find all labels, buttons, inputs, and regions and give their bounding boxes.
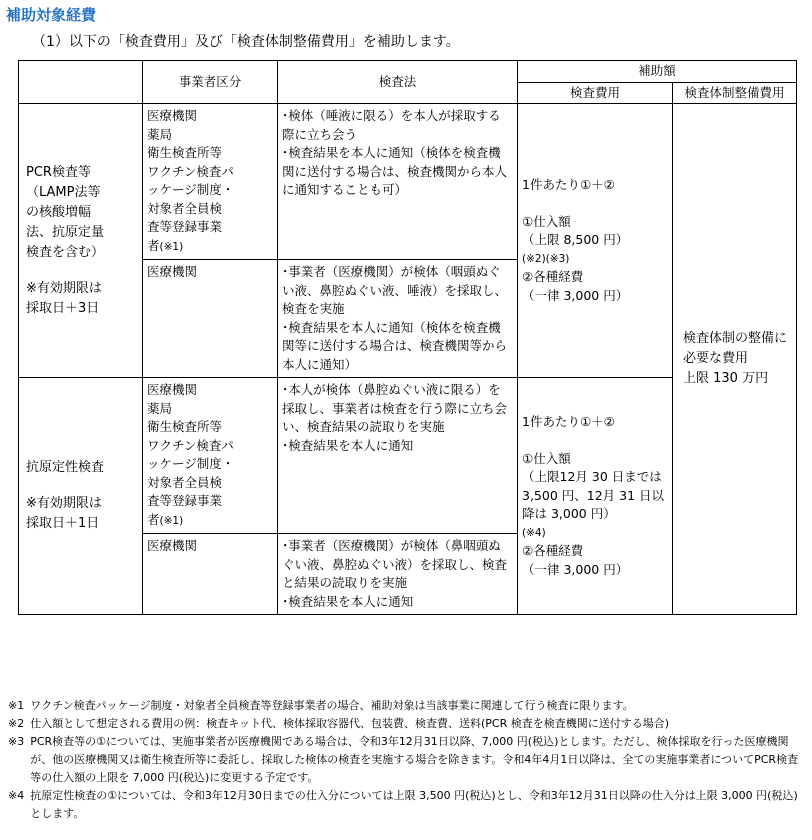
purchase-limit: （上限 8,500 円） — [522, 232, 629, 248]
footnote — [8, 715, 804, 733]
method-item: ･検体（唾液に限る）を本人が採取する際に立ち会う — [282, 108, 501, 142]
antigen-validity-line: ※有効期限は — [26, 496, 102, 511]
footnotes — [8, 697, 804, 823]
header-blank — [19, 61, 143, 104]
antigen-method-cell-2 — [278, 534, 518, 615]
pcr-validity-line: ※有効期限は — [26, 280, 102, 296]
purchase-label: ①仕入額 — [522, 213, 571, 229]
operator-line: ワクチン検査パ — [147, 437, 234, 453]
method-item: ･事業者（医療機関）が検体（鼻咽頭ぬぐい液、鼻腔ぬぐい液）を採取し、検査と結果の読取りを実施 — [282, 538, 508, 590]
header-operator: 事業者区分 — [143, 61, 278, 104]
operator-line: 者 — [147, 511, 160, 527]
antigen-amount-cell — [518, 378, 673, 615]
operator-line: 者 — [147, 237, 160, 253]
pcr-operator-cell-1 — [143, 104, 278, 260]
purchase-label: ①仕入額 — [522, 450, 571, 466]
method-item: ･検査結果を本人に通知（検体を検査機関等に送付する場合は、検査機関等から本人に通知） — [282, 319, 508, 372]
footnote-text: 仕入額として想定される費用の例：検査キット代、検体採取容器代、包装費、検査費、送料(PCR 検査を検査機関に送付する場合) — [30, 717, 670, 730]
operator-line: 対象者全員検 — [147, 200, 223, 216]
method-item: ･検査結果を本人に通知 — [282, 593, 414, 609]
operator-line: ッケージ制度・ — [147, 456, 235, 471]
page-title: 補助対象経費 — [6, 6, 97, 24]
pcr-category-line: （LAMP法等 — [26, 184, 101, 200]
intro-text: （1）以下の「検査費用」及び「検査体制整備費用」を補助します。 — [32, 34, 460, 50]
footnote-mark: ※1 — [8, 699, 25, 712]
footnote-text: PCR検査等の①については、実施事業者が医療機関である場合は、令和3年12月31日以降、7,000 円(税込)とします。ただし、検体採取を行った医療機関が、他の医療機関又は衛生検査所等に委託し、採取した検体の検査を実施する場合を除きます。令和4年4月1日以降は、全ての実施事業者についてPCR検査等の仕入額の上限を 7,000 円(税込)に変更する予定です。 — [30, 735, 799, 784]
operator-line: 衛生検査所等 — [147, 145, 223, 160]
pcr-operator-cell-2: 医療機関 — [143, 260, 278, 378]
antigen-validity-line: 採取日＋1日 — [26, 516, 100, 531]
purchase-limit: （上限12月 30 日までは 3,500 円、12月 31 日以降は 3,000 円） — [522, 469, 665, 522]
per-case-text: 1件あたり①＋② — [522, 176, 615, 192]
pcr-category-line: 検査を含む） — [26, 244, 105, 260]
method-item: ･検査結果を本人に通知 — [282, 437, 414, 453]
footnote-mark: ※4 — [8, 789, 25, 802]
operator-line: ッケージ制度・ — [147, 182, 235, 197]
expenses-amount: （一律 3,000 円） — [522, 287, 629, 303]
antigen-operator-cell-2: 医療機関 — [143, 534, 278, 615]
expenses-amount: （一律 3,000 円） — [522, 561, 629, 577]
footnote-text: 抗原定性検査の①については、令和3年12月30日までの仕入分については上限 3,500 円(税込)とし、令和3年12月31日以降の仕入分は上限 3,000 円(税込)とします。 — [30, 789, 798, 820]
operator-line: ワクチン検査パ — [147, 163, 234, 179]
expenses-label: ②各種経費 — [522, 543, 584, 559]
pcr-method-cell-2 — [278, 260, 518, 378]
antigen-category-cell — [19, 378, 143, 615]
expenses-label: ②各種経費 — [522, 269, 584, 285]
system-cost-limit: 上限 130 万円 — [683, 371, 769, 386]
method-item: ･本人が検体（鼻腔ぬぐい液に限る）を採取し、事業者は検査を行う際に立ち会い、検査結果の読取りを実施 — [282, 382, 508, 434]
footnote-ref: (※1) — [159, 514, 184, 527]
header-test-cost: 検査費用 — [518, 82, 673, 104]
per-case-text: 1件あたり①＋② — [522, 413, 615, 429]
subsidy-table — [18, 60, 797, 615]
header-subsidy: 補助額 — [518, 61, 797, 83]
footnote — [8, 697, 804, 715]
operator-line: 査等登録事業 — [147, 219, 223, 234]
header-system-cost: 検査体制整備費用 — [673, 82, 797, 104]
footnote-text: ワクチン検査パッケージ制度・対象者全員検査等登録事業者の場合、補助対象は当該事業に関連して行う検査に限ります。 — [30, 699, 634, 712]
operator-line: 査等登録事業 — [147, 493, 223, 508]
footnote — [8, 787, 804, 823]
operator-line: 薬局 — [147, 400, 173, 416]
system-cost-cell — [673, 104, 797, 615]
operator-line: 薬局 — [147, 126, 173, 142]
pcr-validity-line: 採取日＋3日 — [26, 300, 100, 316]
footnote-ref: (※1) — [159, 240, 184, 253]
method-item: ･検査結果を本人に通知（検体を検査機関に送付する場合は、検査機関から本人に通知することも可） — [282, 145, 508, 197]
footnote-ref: (※4) — [522, 526, 546, 539]
antigen-operator-cell-1 — [143, 378, 278, 534]
header-row-1 — [19, 61, 797, 83]
pcr-amount-cell — [518, 104, 673, 378]
header-method: 検査法 — [278, 61, 518, 104]
antigen-method-cell-1 — [278, 378, 518, 534]
operator-line: 医療機関 — [147, 108, 198, 123]
pcr-category-cell — [19, 104, 143, 378]
pcr-method-cell-1 — [278, 104, 518, 260]
operator-line: 衛生検査所等 — [147, 419, 223, 434]
operator-line: 医療機関 — [147, 382, 198, 397]
footnote — [8, 733, 804, 787]
footnote-mark: ※3 — [8, 735, 25, 748]
footnote-ref: (※2)(※3) — [522, 252, 570, 265]
footnote-mark: ※2 — [8, 717, 25, 730]
pcr-category-line: の核酸増幅 — [26, 204, 92, 220]
pcr-category-line: PCR検査等 — [26, 164, 91, 180]
pcr-category-line: 法、抗原定量 — [26, 224, 105, 240]
system-cost-text: 検査体制の整備に必要な費用 — [683, 331, 788, 366]
method-item: ･事業者（医療機関）が検体（咽頭ぬぐい液、鼻腔ぬぐい液、唾液）を採取し、検査を実施 — [282, 264, 508, 316]
operator-line: 対象者全員検 — [147, 474, 223, 490]
table-row — [19, 104, 797, 260]
antigen-category: 抗原定性検査 — [26, 460, 105, 475]
